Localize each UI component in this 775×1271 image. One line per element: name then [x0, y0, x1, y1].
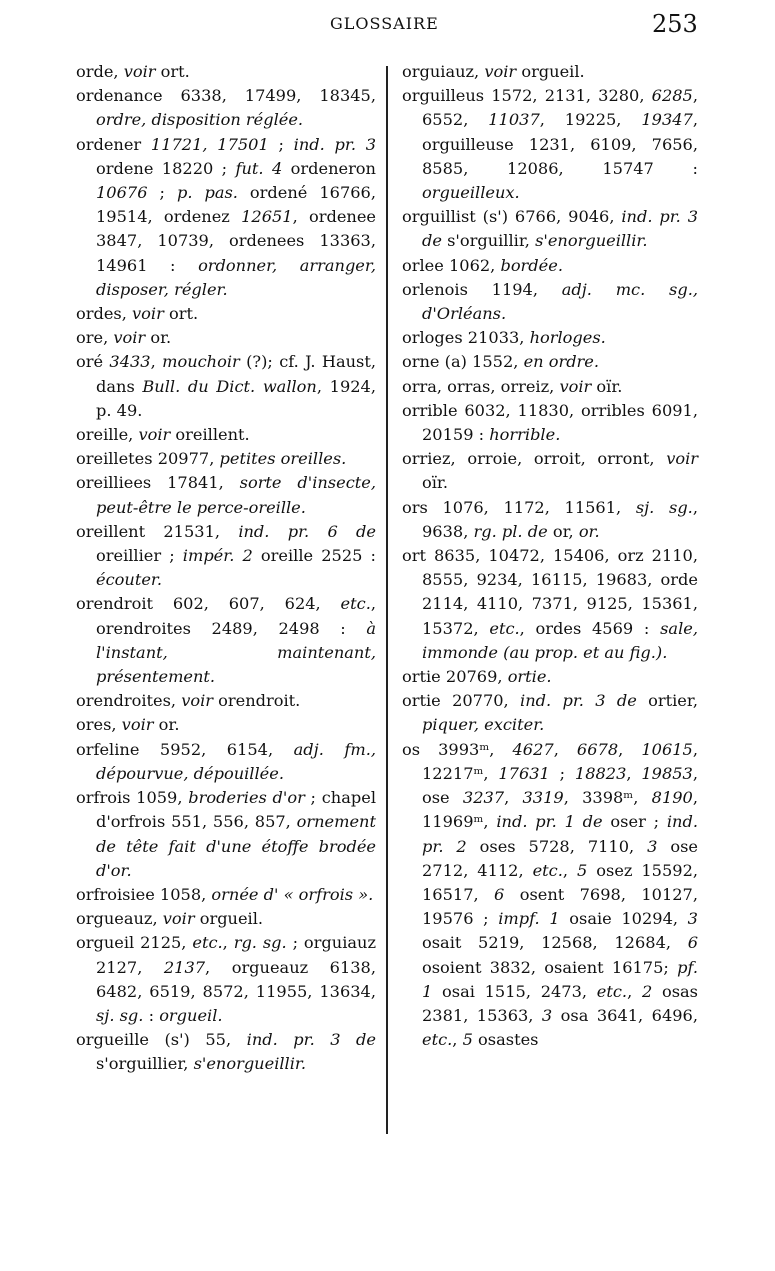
glossary-entry: ordenance 6338, 17499, 18345, ordre, disposition réglée.: [76, 86, 376, 130]
glossary-entry: oreille, voir oreillent.: [76, 425, 250, 445]
glossary-entry: orgueauz, voir orgueil.: [76, 909, 264, 929]
glossary-entry: orgueille (s') 55, ind. pr. 3 de s'orguillier, s'enorgueillir.: [76, 1030, 376, 1074]
glossary-entry: oré 3433, mouchoir (?); cf. J. Haust, dans Bull. du Dict. wallon, 1924, p. 49.: [76, 352, 377, 420]
glossary-entry: oreilliees 17841, sorte d'insecte, peut-être le perce-oreille.: [76, 473, 376, 517]
glossary-entry: orlenois 1194, adj. mc. sg., d'Orléans.: [402, 279, 698, 324]
glossary-entry: ort 8635, 10472, 15406, orz 2110, 8555, 9234, 16115, 19683, orde 2114, 4110, 7371, 9125, 15361, 15372, etc., ordes 4569 : sale, immonde (au prop. et au fig.).: [402, 546, 698, 662]
glossary-entry: oreilletes 20977, petites oreilles.: [76, 449, 347, 469]
right-column: [402, 60, 698, 1052]
glossary-entry: orfroisiee 1058, ornée d' « orfrois ».: [76, 884, 374, 904]
glossary-entry: oreillent 21531, ind. pr. 6 de oreillier ; impér. 2 oreille 2525 : écouter.: [76, 521, 376, 590]
glossary-entry: ore, voir or.: [76, 328, 172, 348]
glossary-entry: os 3993ᵐ, 4627, 6678, 10615, 12217ᵐ, 17631 ; 18823, 19853, ose 3237, 3319, 3398ᵐ, 8190, 11969ᵐ, ind. pr. 1 de oser ; ind. pr. 2 oses 5728, 7110, 3 ose 2712, 4112, etc., 5 osez 15592, 16517, 6 osent 7698, 10127, 19576 ; impf. 1 osaie 10294, 3 osait 5219, 12568, 12684, 6 osoient 3832, osaient 16175; pf. 1 osai 1515, 2473, etc., 2 osas 2381, 15363, 3 osa 3641, 6496, etc., 5 osastes: [402, 739, 699, 1050]
glossary-entry: ores, voir or.: [76, 715, 180, 735]
glossary-entry: orrible 6032, 11830, orribles 6091, 20159 : horrible.: [402, 400, 698, 445]
glossary-entry: orguillist (s') 6766, 9046, ind. pr. 3 de s'orguillir, s'enorgueillir.: [402, 207, 698, 251]
glossary-entry: orriez, orroie, orroit, orront, voir oïr.: [402, 449, 698, 493]
glossary-entry: orfeline 5952, 6154, adj. fm., dépourvue, dépouillée.: [76, 739, 376, 783]
glossary-entry: orendroit 602, 607, 624, etc., orendroites 2489, 2498 : à l'instant, maintenant, présentement.: [76, 594, 376, 687]
glossary-entry: orlee 1062, bordée.: [402, 255, 563, 275]
running-title: GLOSSAIRE: [330, 14, 439, 33]
glossary-entry: orloges 21033, horloges.: [402, 328, 606, 348]
glossary-entry: ordes, voir ort.: [76, 304, 199, 324]
glossary-entry: orguiauz, voir orgueil.: [402, 62, 585, 81]
glossary-entry: orguilleus 1572, 2131, 3280, 6285, 6552, 11037, 19225, 19347, orguilleuse 1231, 6109, 7656, 8585, 12086, 15747 : orgueilleux.: [402, 86, 698, 203]
glossary-entry: ordener 11721, 17501 ; ind. pr. 3 ordene 18220 ; fut. 4 ordeneron 10676 ; p. pas. ordené 16766, 19514, ordenez 12651, ordenee 3847, 10739, ordenees 13363, 14961 : ordonner, arranger, disposer, régler.: [76, 134, 376, 299]
glossary-entry: orendroites, voir orendroit.: [76, 691, 301, 711]
glossary-entry: orgueil 2125, etc., rg. sg. ; orguiauz 2127, 2137, orgueauz 6138, 6482, 6519, 8572, 11955, 13634, sj. sg. : orgueil.: [76, 933, 376, 1025]
glossary-entry: orde, voir ort.: [76, 62, 190, 81]
page-header: [0, 10, 775, 40]
left-column: [76, 60, 376, 1077]
glossary-entry: orfrois 1059, broderies d'or ; chapel d'orfrois 551, 556, 857, ornement de tête fait d'une étoffe brodée d'or.: [76, 788, 376, 880]
page-number: 253: [652, 10, 698, 38]
column-divider: [386, 66, 388, 1134]
glossary-entry: ors 1076, 1172, 11561, sj. sg., 9638, rg. pl. de or, or.: [402, 497, 698, 541]
glossary-entry: orra, orras, orreiz, voir oïr.: [402, 376, 623, 396]
glossary-entry: ortie 20769, ortie.: [402, 667, 552, 687]
glossary-entry: orne (a) 1552, en ordre.: [402, 352, 600, 372]
glossary-entry: ortie 20770, ind. pr. 3 de ortier, piquer, exciter.: [402, 691, 698, 735]
